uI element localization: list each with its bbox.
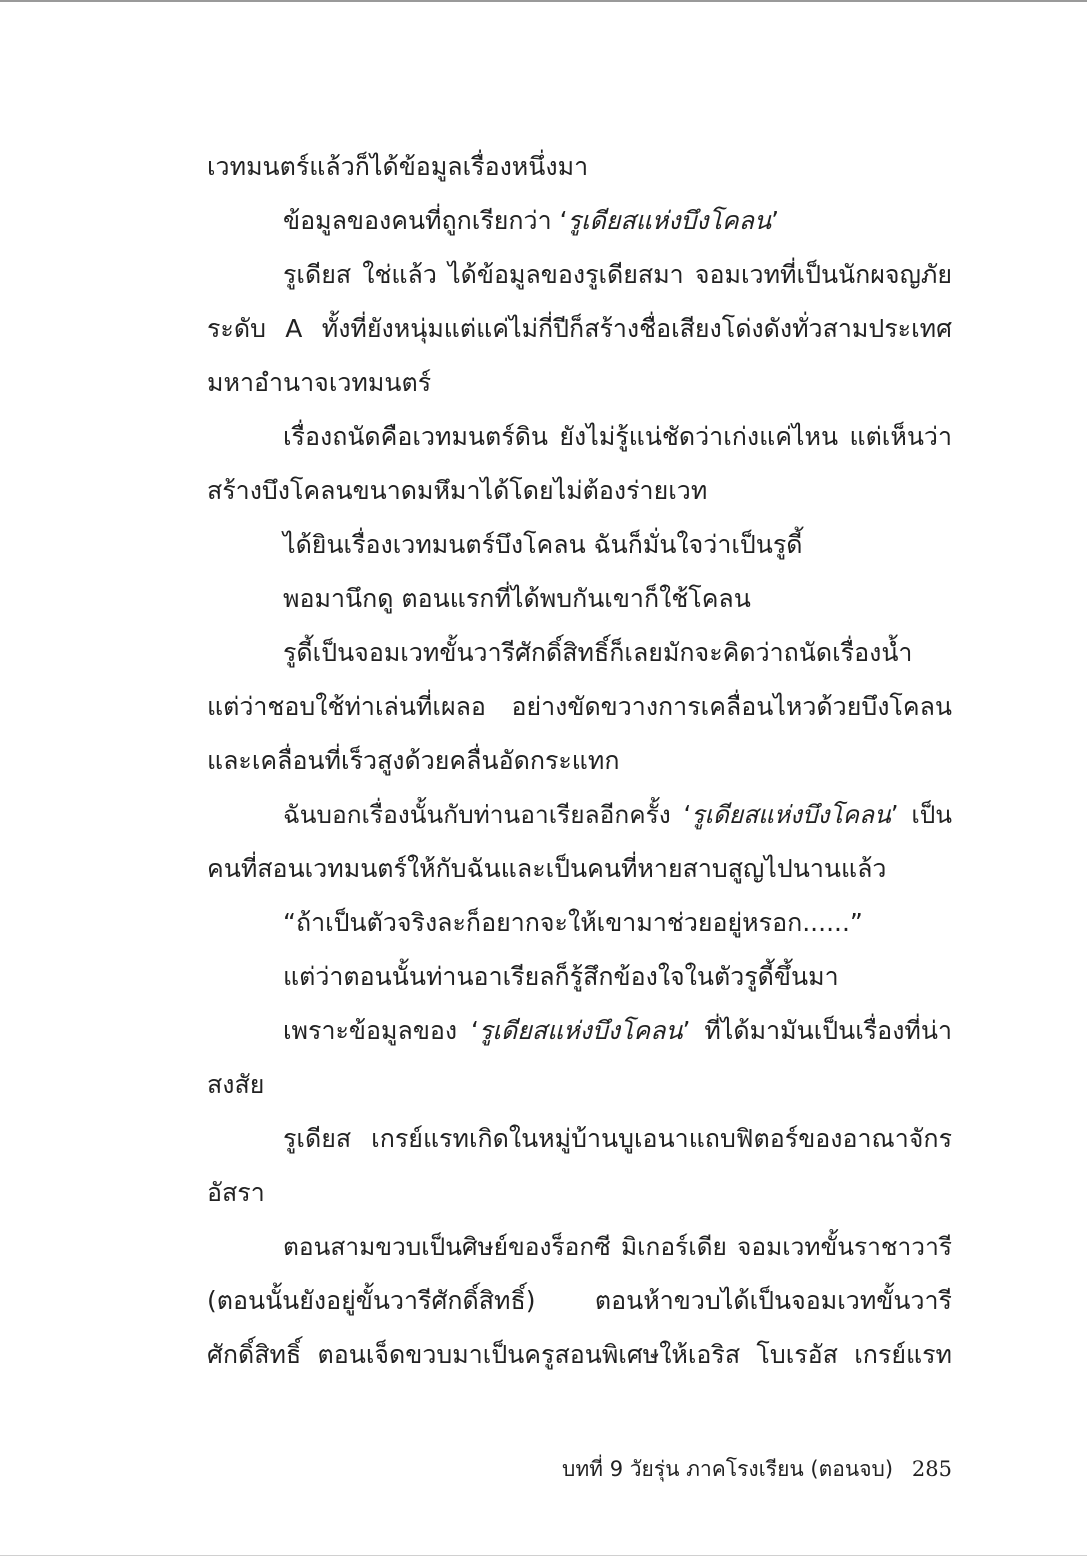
text-line-7: สร้างบึงโคลนขนาดมหึมาได้โดยไม่ต้องร่ายเวท [207, 476, 708, 505]
text-line-14: คนที่สอนเวทมนตร์ให้กับฉันและเป็นคนที่หายสาบสูญไปนานแล้ว [207, 854, 887, 883]
text-line-11: แต่ว่าชอบใช้ท่าเล่นที่เผลอ อย่างขัดขวางการเคลื่อนไหวด้วยบึงโคลน [207, 692, 952, 721]
text-line-6: เรื่องถนัดคือเวทมนตร์ดิน ยังไม่รู้แน่ชัดว่าเก่งแค่ไหน แต่เห็นว่า [283, 422, 952, 451]
text-line-22: (ตอนนั้นยังอยู่ขั้นวารีศักดิ์สิทธิ์) ตอนห้าขวบได้เป็นจอมเวทขั้นวารี [207, 1286, 952, 1315]
text-segment: ฉันบอกเรื่องนั้นกับท่านอาเรียลอีกครั้ง ‘ [283, 800, 692, 829]
text-line-21: ตอนสามขวบเป็นศิษย์ของร็อกซี มิเกอร์เดีย จอมเวทขั้นราชาวารี [283, 1232, 952, 1261]
chapter-title: บทที่ 9 วัยรุ่น ภาคโรงเรียน (ตอนจบ) [562, 1457, 894, 1481]
text-line-3: รูเดียส ใช่แล้ว ได้ข้อมูลของรูเดียสมา จอมเวทที่เป็นนักผจญภัย [283, 260, 952, 289]
text-line-2 [207, 194, 952, 248]
text-line-4: ระดับ A ทั้งที่ยังหนุ่มแต่แค่ไม่กี่ปีก็สร้างชื่อเสียงโด่งดังทั่วสามประเทศ [207, 314, 952, 343]
text-line-10: รูดี้เป็นจอมเวทขั้นวารีศักดิ์สิทธิ์ก็เลยมักจะคิดว่าถนัดเรื่องน้ำ [283, 638, 913, 667]
text-segment: ข้อมูลของคนที่ถูกเรียกว่า ‘ [283, 206, 568, 235]
text-line-17 [207, 1004, 952, 1058]
text-segment: เพราะข้อมูลของ ‘ [283, 1016, 479, 1045]
page-number: 285 [911, 1457, 952, 1481]
text-line-8: ได้ยินเรื่องเวทมนตร์บึงโคลน ฉันก็มั่นใจว่าเป็นรูดี้ [283, 530, 803, 559]
text-line-20: อัสรา [207, 1178, 265, 1207]
top-border [0, 0, 1087, 2]
text-line-13 [207, 788, 952, 842]
page-body [207, 140, 952, 1382]
text-line-16: แต่ว่าตอนนั้นท่านอาเรียลก็รู้สึกข้องใจในตัวรูดี้ขึ้นมา [283, 962, 839, 991]
bottom-border [0, 1555, 1087, 1556]
italic-title: รูเดียสแห่งบึงโคลน [691, 800, 891, 829]
text-line-5: มหาอำนาจเวทมนตร์ [207, 368, 432, 397]
italic-title: รูเดียสแห่งบึงโคลน [567, 206, 772, 235]
text-line-1: เวทมนตร์แล้วก็ได้ข้อมูลเรื่องหนึ่งมา [207, 152, 589, 181]
text-segment: ’ เป็น [890, 800, 952, 829]
text-line-23: ศักดิ์สิทธิ์ ตอนเจ็ดขวบมาเป็นครูสอนพิเศษให้เอริส โบเรอัส เกรย์แรท [207, 1340, 952, 1369]
text-line-9: พอมานึกดู ตอนแรกที่ได้พบกันเขาก็ใช้โคลน [283, 584, 751, 613]
text-line-19: รูเดียส เกรย์แรทเกิดในหมู่บ้านบูเอนาแถบฟิตอร์ของอาณาจักร [283, 1124, 952, 1153]
text-line-15: “ถ้าเป็นตัวจริงละก็อยากจะให้เขามาช่วยอยู่หรอก......” [283, 908, 863, 937]
italic-title: รูเดียสแห่งบึงโคลน [478, 1016, 683, 1045]
text-segment: ’ [771, 206, 780, 235]
text-segment: ’ ที่ได้มามันเป็นเรื่องที่น่า [682, 1016, 953, 1045]
text-line-18: สงสัย [207, 1070, 265, 1099]
text-line-12: และเคลื่อนที่เร็วสูงด้วยคลื่นอัดกระแทก [207, 746, 620, 775]
page-footer [562, 1450, 952, 1488]
